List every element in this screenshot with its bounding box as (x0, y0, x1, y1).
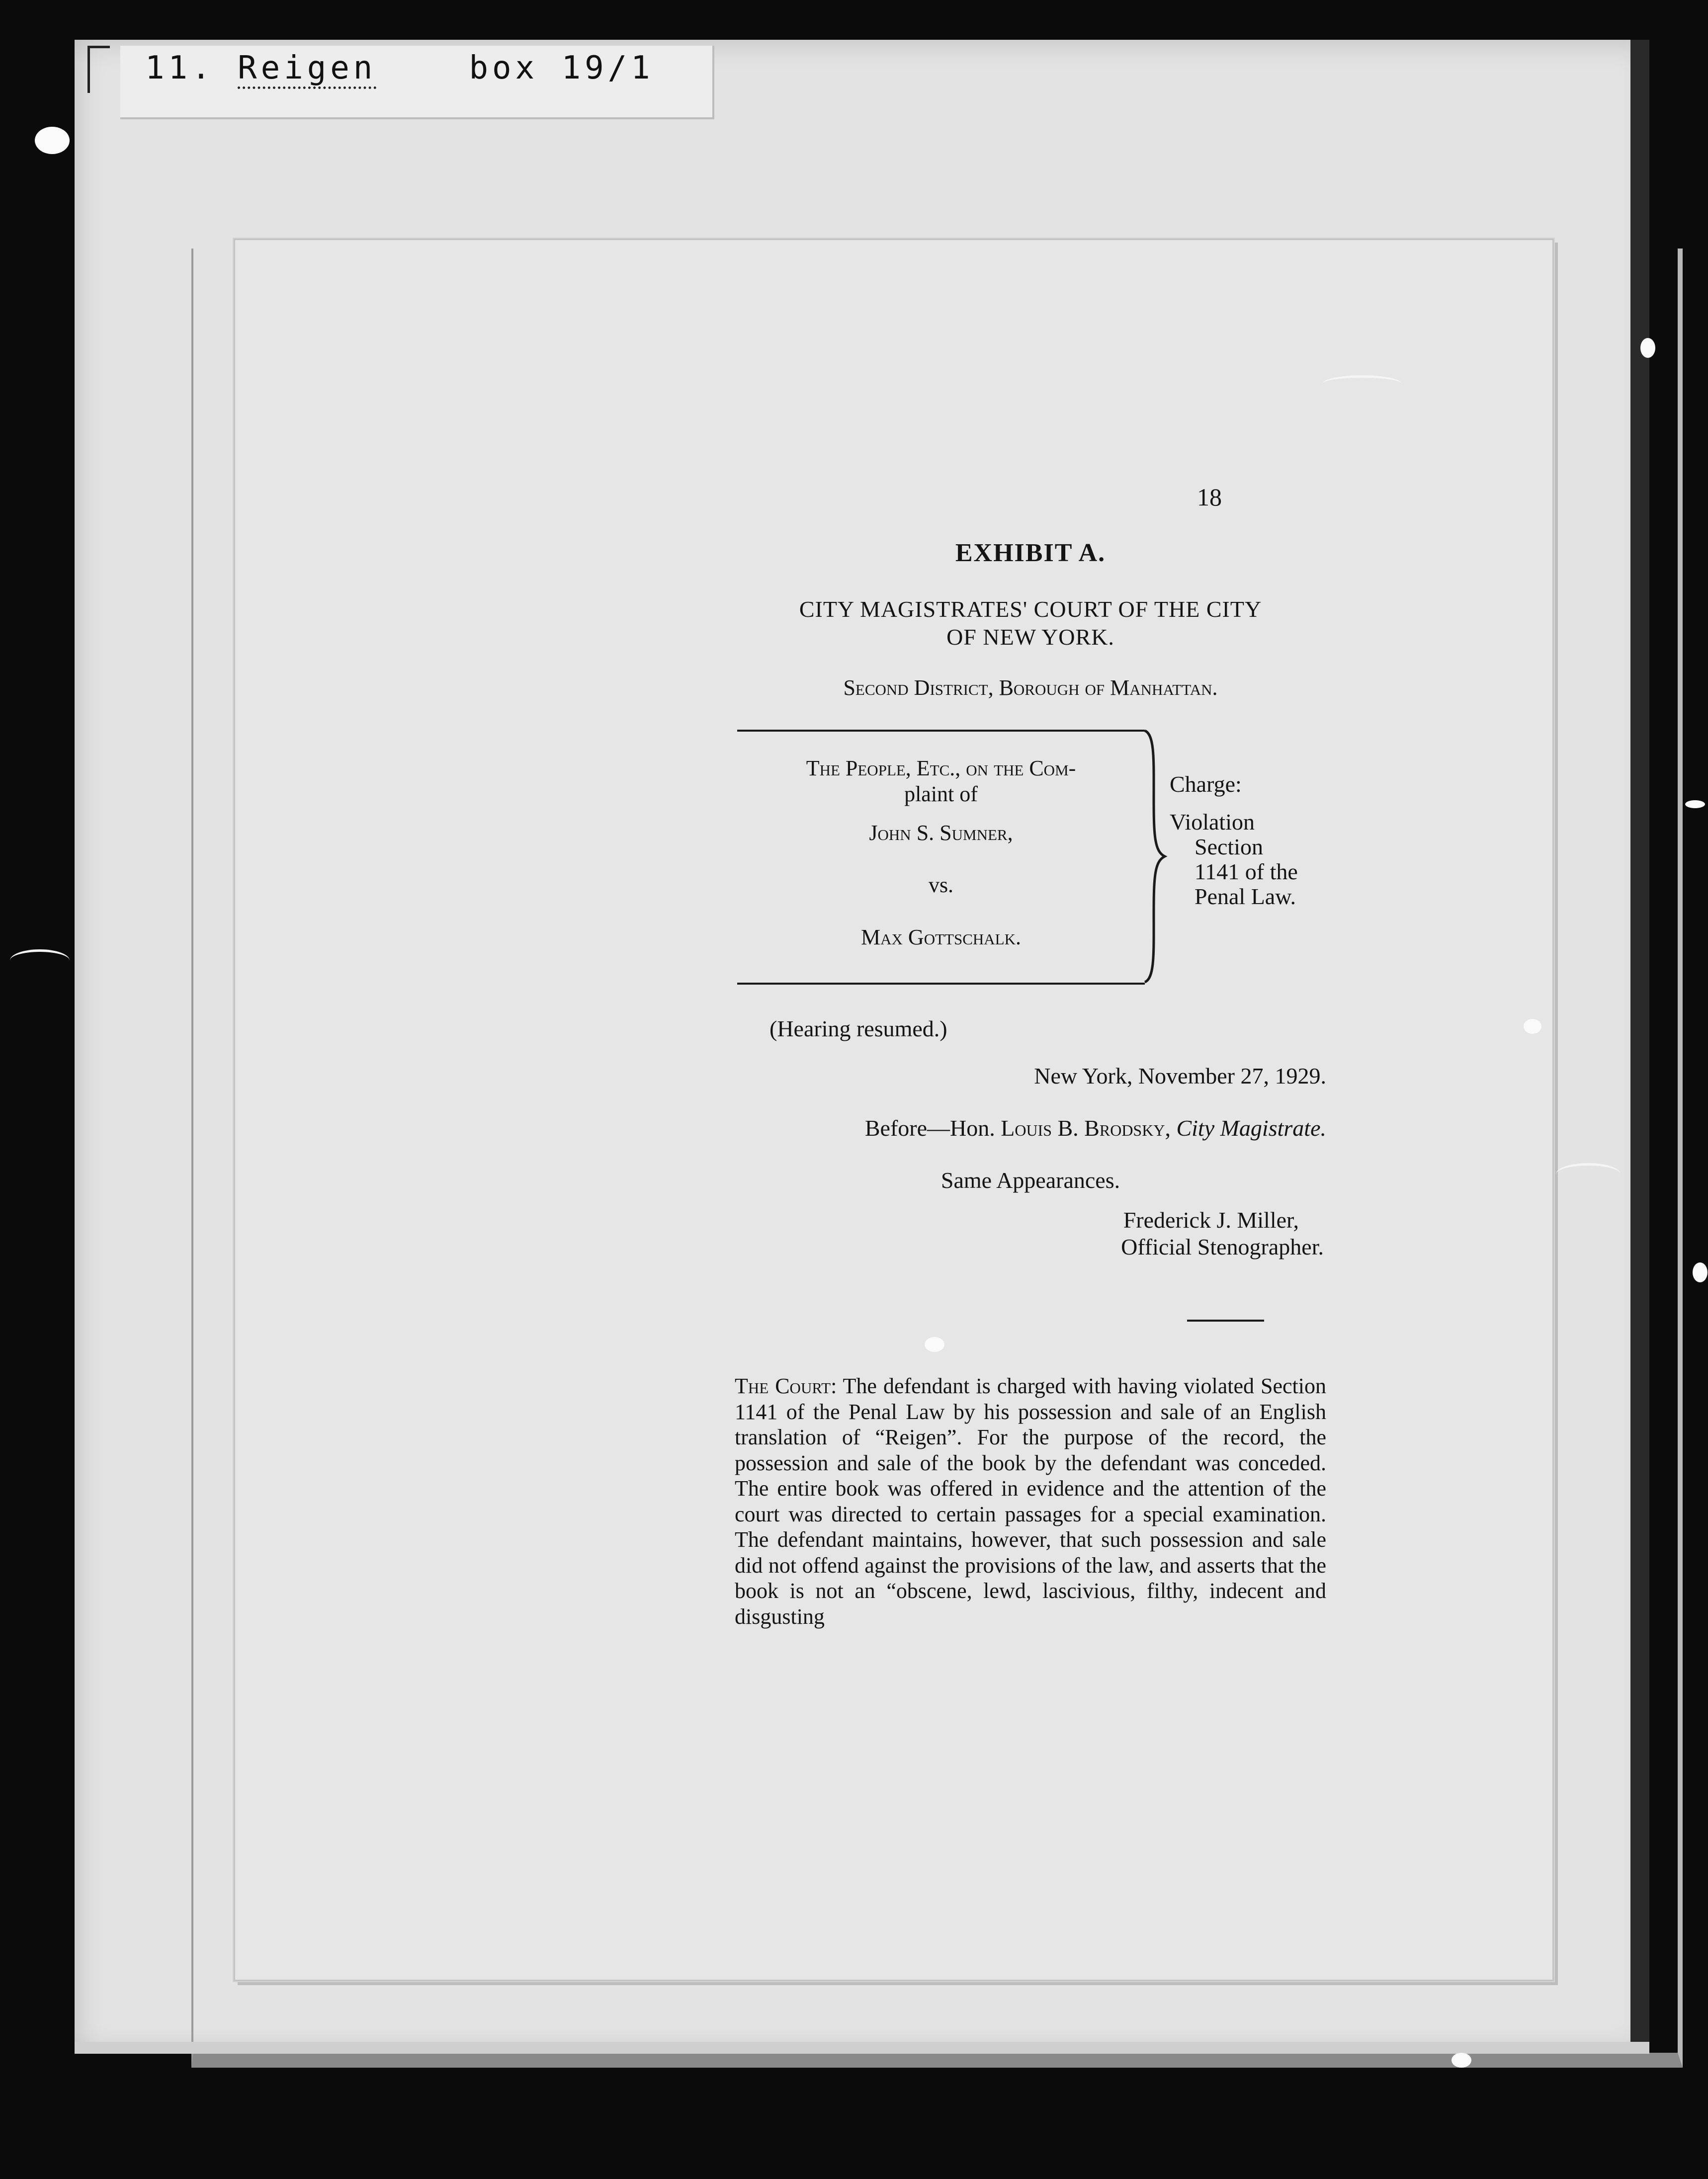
court-statement (735, 1373, 1326, 1629)
film-speck (1693, 1262, 1708, 1282)
court-line-2: OF NEW YORK. (946, 624, 1114, 650)
film-speck (925, 1337, 944, 1352)
charge-line-3: 1141 of the (1195, 859, 1298, 884)
plaintiff-line-1: The People, Etc., on the Com- (806, 756, 1076, 780)
defendant-name: Max Gottschalk. (861, 925, 1021, 949)
corner-mark (87, 46, 110, 93)
sheet-bottom-edge (75, 2042, 1649, 2054)
film-speck (35, 127, 70, 154)
magistrate-title: City Magistrate. (1176, 1115, 1326, 1141)
appearances: Same Appearances. (940, 1168, 1120, 1193)
stenographer-name: Frederick J. Miller, (1123, 1207, 1299, 1233)
film-scratch (10, 949, 70, 972)
curly-brace (1144, 730, 1169, 983)
folder-label (120, 46, 714, 119)
film-speck (1640, 338, 1655, 358)
charge-block (1170, 772, 1298, 909)
folder-number: 11. (145, 50, 215, 86)
film-scratch (1556, 1163, 1621, 1185)
stenographer-title: Official Stenographer. (1121, 1234, 1324, 1259)
charge-line-1: Violation (1170, 809, 1255, 835)
page-number: 18 (1197, 483, 1222, 511)
district-line: Second District, Borough of Manhattan. (843, 675, 1218, 700)
speaker-label: The Court: (735, 1374, 837, 1398)
statement-text: The defendant is charged with having violated Section 1141 of the Penal Law by his possession and sale of an English translation of “Reigen”. For the purpose of the record, the possession and sale of the book by the defendant was conceded. The entire book was offered in evidence and the attention of the court was directed to certain passages for a special examination. The defendant maintains, however, that such possession and sale did not offend against the provisions of the law, and asserts that the book is not an “obscene, lewd, lascivious, filthy, indecent and disgusting (735, 1374, 1326, 1629)
film-scratch (1322, 375, 1402, 393)
film-speck (1524, 1019, 1541, 1034)
dateline: New York, November 27, 1929. (1034, 1063, 1326, 1089)
hearing-note: (Hearing resumed.) (769, 1016, 947, 1041)
stenographer-block (735, 1207, 1324, 1260)
versus: vs. (928, 873, 954, 897)
exhibit-heading: EXHIBIT A. (955, 539, 1106, 567)
court-line-1: CITY MAGISTRATES' COURT OF THE CITY (799, 596, 1262, 622)
before-prefix: Before—Hon. (864, 1115, 1001, 1141)
case-caption (737, 730, 1145, 985)
document-page (234, 239, 1554, 1981)
charge-label: Charge: (1170, 771, 1242, 797)
plaintiff-line-2: plaint of (904, 782, 978, 806)
magistrate-name: Louis B. Brodsky, (1001, 1115, 1171, 1141)
section-divider (1187, 1320, 1264, 1322)
court-heading (735, 595, 1326, 651)
complainant-name: John S. Sumner, (869, 821, 1013, 845)
charge-line-2: Section (1195, 834, 1263, 859)
folder-box: box 19/1 (469, 50, 654, 86)
film-speck (1452, 2053, 1471, 2068)
folder-title: Reigen (238, 50, 376, 89)
charge-line-4: Penal Law. (1195, 884, 1296, 909)
film-speck (1685, 800, 1705, 808)
before-line (735, 1115, 1326, 1141)
